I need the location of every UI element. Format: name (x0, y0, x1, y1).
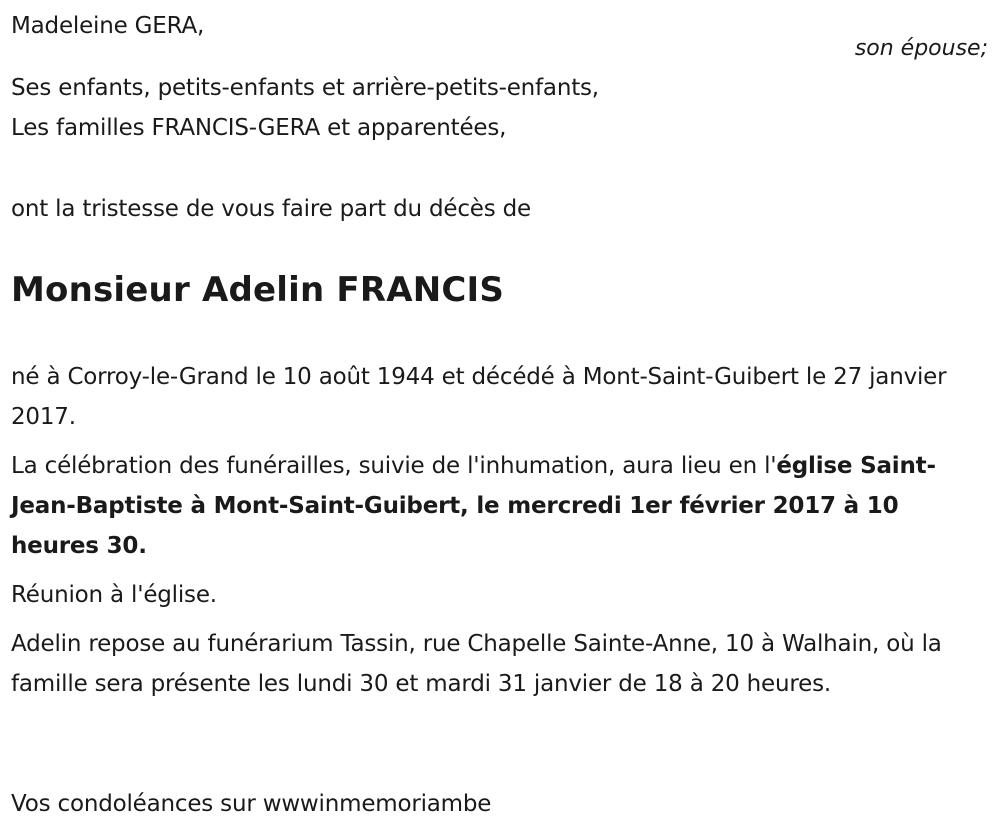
visitation-paragraph: Adelin repose au funérarium Tassin, rue Chapelle Sainte-Anne, 10 à Walhain, où la famille sera présente les lundi 30 et mardi 31 janvier de 18 à 20 heures. (11, 631, 942, 697)
families-line: Les familles FRANCIS-GERA et apparentées, (11, 115, 507, 141)
spouse-role: son épouse; (854, 36, 988, 61)
deceased-name: Monsieur Adelin FRANCIS (11, 270, 505, 310)
condolences-link-text: Vos condoléances sur wwwinmemoriambe (11, 791, 492, 817)
ceremony-paragraph (11, 446, 991, 566)
ceremony-prefix: La célébration des funérailles, suivie de l'inhumation, aura lieu en l' (11, 453, 777, 479)
meeting-paragraph: Réunion à l'église. (11, 582, 217, 608)
announcement-intro: ont la tristesse de vous faire part du décès de (11, 196, 531, 222)
birth-death-paragraph: né à Corroy-le-Grand le 10 août 1944 et décédé à Mont-Saint-Guibert le 27 janvier 2017. (11, 364, 947, 430)
spouse-name: Madeleine GERA, (11, 13, 205, 39)
ceremony-location-date: église Saint-Jean-Baptiste à Mont-Saint-Guibert, le mercredi 1er février 2017 à 10 heures 30. (11, 453, 936, 559)
children-line: Ses enfants, petits-enfants et arrière-petits-enfants, (11, 75, 599, 101)
